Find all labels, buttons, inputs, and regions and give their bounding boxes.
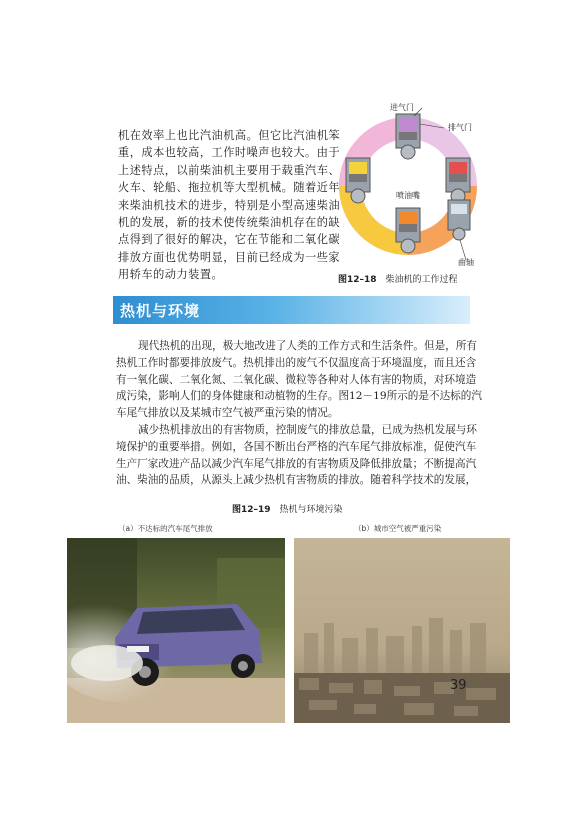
body-paragraph	[116, 422, 477, 489]
text-line: 上述特点，以前柴油机主要用于载重汽车、	[118, 163, 341, 177]
text-line: 机在效率上也比汽油机高。但它比汽油机笨	[118, 129, 341, 142]
text-line: 火车、轮船、拖拉机等大型机械。随着近年	[118, 181, 341, 195]
caption-text: 柴油机的工作过程	[385, 275, 458, 285]
text-line: 来柴油机技术的进步，特别是小型高速柴油	[118, 198, 341, 212]
body-paragraph	[116, 338, 482, 422]
text-line: 机的发展，新的技术使传统柴油机存在的缺	[118, 216, 341, 230]
text-line: 有一氧化碳、二氧化氮、二氧化碳、微粒等各种对人体有害的物质，对环境造	[116, 373, 477, 386]
text-line: 生产厂家改进产品以减少汽车尾气排放的有害物质及降低排放量；不断提高汽	[116, 457, 477, 470]
page-number: 39	[450, 678, 467, 693]
section-title: 热机与环境	[120, 302, 201, 320]
subcaption-b: （b）城市空气被严重污染	[354, 524, 442, 533]
text-line: 热机工作时都要排放废气。热机排出的废气不仅温度高于环境温度，而且还含	[116, 356, 477, 369]
label-intake-valve: 进气门	[390, 103, 414, 112]
text-line: 油、柴油的品质，从源头上减少热机有害物质的排放。随着科学技术的发展，	[116, 474, 477, 487]
photo-car-exhaust	[67, 538, 285, 723]
label-crankshaft: 曲轴	[458, 258, 474, 267]
photo-polluted-city	[294, 538, 510, 723]
intro-paragraph	[118, 127, 341, 284]
diesel-engine-diagram	[338, 100, 488, 272]
label-exhaust-valve: 排气门	[448, 123, 472, 132]
text-line: 重，成本也较高，工作时噪声也较大。由于	[118, 146, 341, 160]
car-exhaust-image	[67, 538, 285, 723]
text-line: 车尾气排放以及某城市空气被严重污染的情况。	[116, 407, 339, 420]
subcaption-a: （a）不达标的汽车尾气排放	[118, 524, 213, 533]
text-line: 用轿车的动力装置。	[118, 268, 224, 282]
text-line: 点得到了很好的解决，它在节能和二氧化碳	[118, 233, 341, 247]
text-line: 境保护的重要举措。例如，各国不断出台严格的汽车尾气排放标准，促使汽车	[116, 440, 477, 453]
caption-number: 图12–18	[338, 275, 377, 285]
city-smog-image	[294, 538, 510, 723]
text-line: 成污染，影响人们的身体健康和动植物的生存。图12－19所示的是不达标的汽	[116, 390, 482, 403]
figure-caption-12-18	[338, 272, 457, 285]
text-line: 现代热机的出现，极大地改进了人类的工作方式和生活条件。但是，所有	[138, 340, 477, 352]
cylinder-top	[396, 114, 420, 159]
text-line: 减少热机排放出的有害物质，控制废气的排放总量，已成为热机发展与环	[138, 424, 477, 436]
caption-number: 图12–19	[232, 505, 271, 515]
caption-text: 热机与环境污染	[279, 505, 343, 515]
label-injector: 喷油嘴	[396, 191, 420, 200]
text-line: 排放方面也优势明显，目前已经成为一些家	[118, 250, 341, 264]
figure-caption-12-19	[232, 502, 342, 515]
